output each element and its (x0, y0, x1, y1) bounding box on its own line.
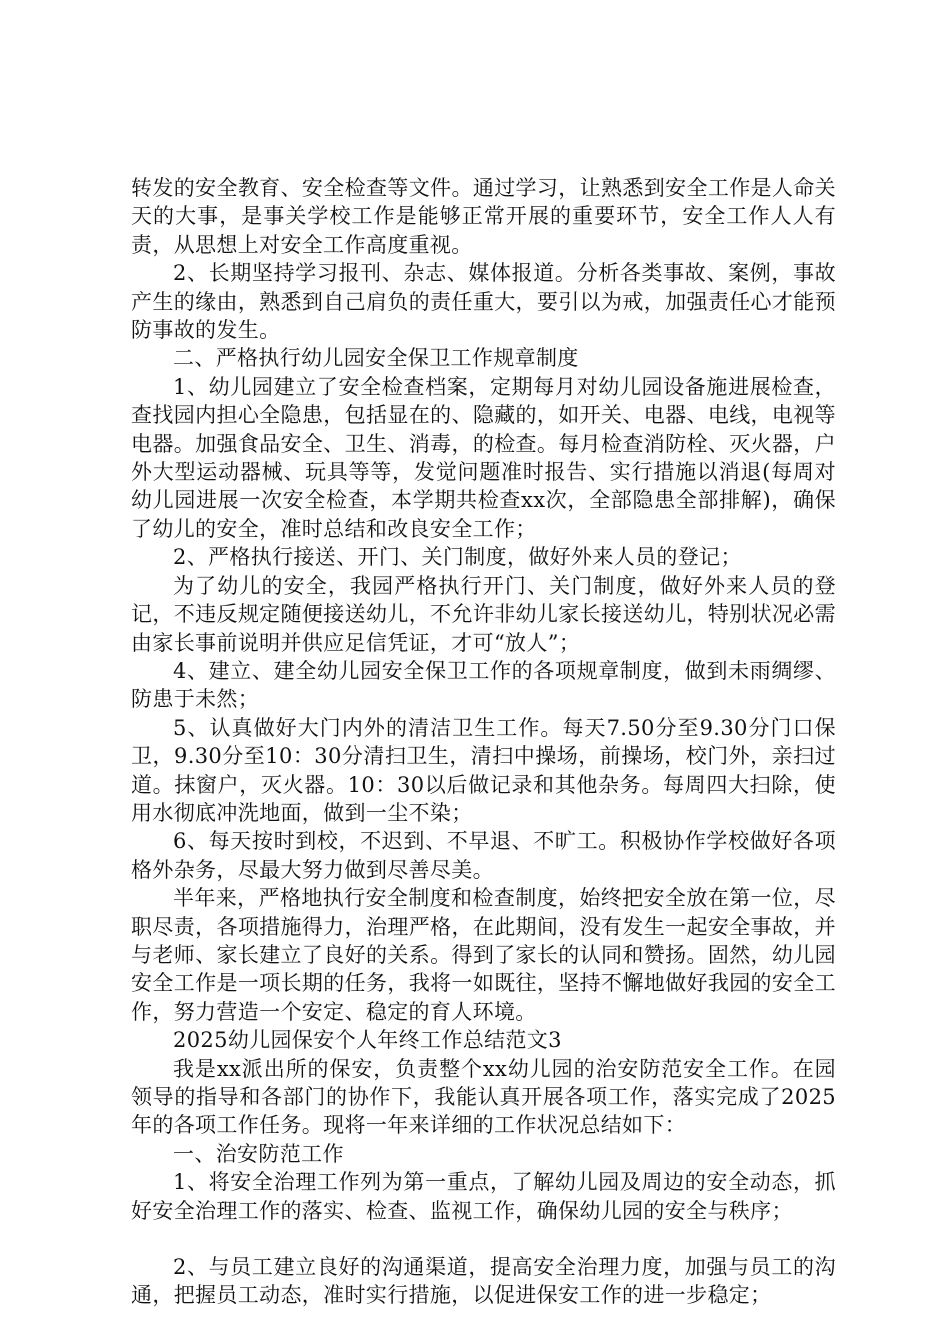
paragraph-item-2: 2、长期坚持学习报刊、杂志、媒体报道。分析各类事故、案例，事故产生的缘由，熟悉到自己肩负的责任重大，要引以为戒，加强责任心才能预防事故的发生。 (131, 261, 836, 343)
paragraph-visitor-registration: 为了幼儿的安全，我园严格执行开门、关门制度，做好外来人员的登记，不违反规定随便接送幼儿，不允许非幼儿家长接送幼儿，特别状况必需由家长事前说明并供应足信凭证，才可“放人”； (131, 573, 836, 655)
paragraph-item-6: 6、每天按时到校，不迟到、不早退、不旷工。积极协作学校做好各项格外杂务，尽最大努力做到尽善尽美。 (131, 829, 836, 882)
document-body (131, 174, 836, 1310)
paragraph-half-year-summary: 半年来，严格地执行安全制度和检查制度，始终把安全放在第一位，尽职尽责，各项措施得力，治理严格，在此期间，没有发生一起安全事故，并与老师、家长建立了良好的关系。得到了家长的认同和赞扬。固然，幼儿园安全工作是一项长期的任务，我将一如既往，坚持不懈地做好我园的安全工作，努力营造一个安定、稳定的育人环境。 (131, 886, 836, 1024)
paragraph-security-item-1: 1、将安全治理工作列为第一重点，了解幼儿园及周边的安全动态，抓好安全治理工作的落实、检查、监视工作，确保幼儿园的安全与秩序； (131, 1170, 836, 1223)
paragraph-item-4: 4、建立、建全幼儿园安全保卫工作的各项规章制度，做到未雨绸缪、防患于未然； (131, 658, 836, 712)
section-heading-1: 一、治安防范工作 (173, 1141, 344, 1166)
paragraph-spacer (131, 1225, 836, 1253)
paragraph-continuation: 转发的安全教育、安全检查等文件。通过学习，让熟悉到安全工作是人命关天的大事，是事关学校工作是能够正常开展的重要环节，安全工作人人有责，从思想上对安全工作高度重视。 (131, 176, 836, 257)
document-section-title: 2025幼儿园保安个人年终工作总结范文3 (173, 1028, 562, 1053)
paragraph-item-1: 1、幼儿园建立了安全检查档案，定期每月对幼儿园设备施进展检查，查找园内担心全隐患，包括显在的、隐藏的，如开关、电器、电线，电视等电器。加强食品安全、卫生、消毒，的检查。每月检查消防栓、灭火器，户外大型运动器械、玩具等等，发觉问题准时报告、实行措施以消退(每周对幼儿园进展一次安全检查，本学期共检查xx次，全部隐患全部排解)，确保了幼儿的安全，准时总结和改良安全工作； (131, 374, 836, 541)
paragraph-introduction: 我是xx派出所的保安，负责整个xx幼儿园的治安防范安全工作。在园领导的指导和各部门的协作下，我能认真开展各项工作，落实完成了2025年的各项工作任务。现将一年来详细的工作状况总结如下： (131, 1056, 836, 1138)
section-heading-2: 二、严格执行幼儿园安全保卫工作规章制度 (173, 346, 579, 371)
paragraph-item-2b: 2、严格执行接送、开门、关门制度，做好外来人员的登记； (173, 545, 742, 570)
paragraph-item-5: 5、认真做好大门内外的清洁卫生工作。每天7.50分至9.30分门口保卫，9.30分至10：30分清扫卫生，清扫中操场，前操场，校门外，亲扫过道。抹窗户，灭火器。10：30以后做记录和其他杂务。每周四大扫除，使用水彻底冲洗地面，做到一尘不染； (131, 715, 836, 825)
paragraph-security-item-2: 2、与员工建立良好的沟通渠道，提高安全治理力度，加强与员工的沟通，把握员工动态，准时实行措施，以促进保安工作的进一步稳定； (131, 1255, 836, 1308)
